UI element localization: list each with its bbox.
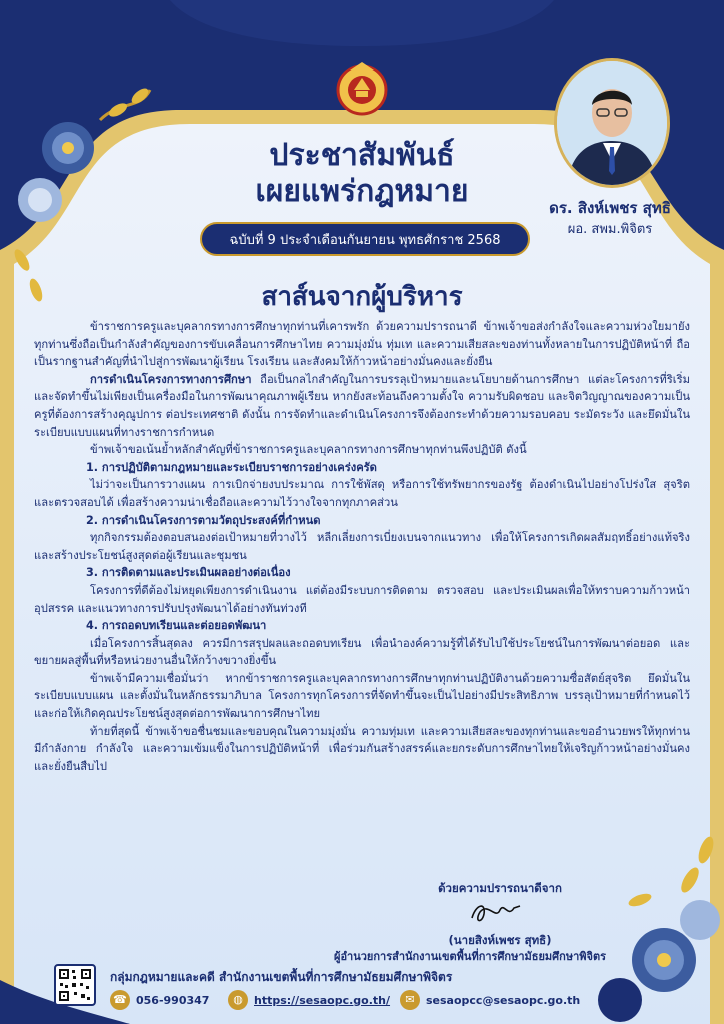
list-item-title: 3. การติดตามและประเมินผลอย่างต่อเนื่อง (86, 566, 291, 580)
email-address[interactable]: sesaopcc@sesaopc.go.th (426, 993, 581, 1007)
director-portrait (554, 58, 670, 188)
issue-badge: ฉบับที่ 9 ประจำเดือนกันยายน พุทธศักราช 2568 (200, 222, 530, 256)
highlight-text: การดำเนินโครงการทางการศึกษา (90, 372, 252, 386)
paragraph (34, 371, 690, 441)
department-name: กลุ่มกฎหมายและคดี สำนักงานเขตพื้นที่การศึกษามัธยมศึกษาพิจิตร (110, 970, 453, 984)
signatory-position: ผู้อำนวยการสำนักงานเขตพื้นที่การศึกษามัธยมศึกษาพิจิตร (334, 950, 606, 963)
email-contact[interactable] (400, 990, 580, 1010)
paragraph: ข้าพเจ้าขอเน้นย้ำหลักสำคัญที่ข้าราชการครูและบุคลากรทางการศึกษาทุกท่านพึงปฏิบัติ ดังนี้ (90, 443, 527, 457)
list-item-title: 4. การถอดบทเรียนและต่อยอดพัฒนา (86, 619, 267, 633)
website-link[interactable]: https://sesaopc.go.th/ (254, 993, 391, 1007)
section-heading: สาส์นจากผู้บริหาร (261, 282, 463, 312)
paragraph: ข้าพเจ้ามีความเชื่อมั่นว่า หากข้าราชการครูและบุคลากรทางการศึกษาทุกท่านปฏิบัติงานด้วยความซื่อสัตย์สุจริต ยึดมั่นในระเบียบแบบแผน และตั้งมั่นในหลักธรรมาภิบาล โครงการทุกโครงการที่จัดทำขึ้นจะเป็นไปอย่างมีประสิทธิภาพ บรรลุเป้าหมายที่กำหนดไว้ และก่อให้เกิดคุณประโยชน์สูงสุดต่อการพัฒนาการศึกษาไทย (34, 671, 690, 721)
paragraph-text: ถือเป็นกลไกสำคัญในการบรรลุเป้าหมายและนโยบายด้านการศึกษา แต่ละโครงการที่ริเริ่มและจัดทำขึ้นไม่เพียงเป็นเครื่องมือในการพัฒนาคุณภาพผู้เรียน หากยังสะท้อนถึงความตั้งใจ ความรับผิดชอบ และจิตวิญญาณของความเป็นครูที่ต้องการสร้างคุณูปการ ต่อประเทศชาติ ดังนั้น การจัดทำและดำเนินโครงการจึงต้องกระทำด้วยความรอบคอบ ระมัดระวัง และยึดมั่นในระเบียบแบบแผนที่ทางราชการกำหนด (34, 372, 690, 439)
signatory-name: (นายสิงห์เพชร สุทธิ) (448, 933, 552, 947)
list-item-text: ไม่ว่าจะเป็นการวางแผน การเบิกจ่ายงบประมาณ การใช้พัสดุ หรือการใช้ทรัพยากรของรัฐ ต้องดำเนินไปอย่างโปร่งใส สุจริต และตรวจสอบได้ เพื่อสร้างความน่าเชื่อถือและความไว้วางใจจากทุกภาคส่วน (34, 478, 690, 509)
list-item-text: เมื่อโครงการสิ้นสุดลง ควรมีการสรุปผลและถอดบทเรียน เพื่อนำองค์ความรู้ที่ได้รับไปใช้ประโยชน์ในการพัฒนาต่อยอด และขยายผลสู่พื้นที่หรือหน่วยงานอื่นให้กว้างขวางยิ่งขึ้น (34, 636, 690, 668)
phone-number: 056-990347 (136, 993, 210, 1007)
signature (466, 896, 526, 930)
director-name: ดร. สิงห์เพชร สุทธิ (549, 199, 671, 217)
page-title-line1: ประชาสัมพันธ์ (269, 138, 455, 173)
emblem-logo (332, 58, 392, 118)
paragraph: ท้ายที่สุดนี้ ข้าพเจ้าขอชื่นชมและขอบคุณในความมุ่งมั่น ความทุ่มเท และความเสียสละของทุกท่านและขออำนวยพรให้ทุกท่านมีกำลังกาย กำลังใจ และความเข้มแข็งในการปฏิบัติหน้าที่ เพื่อร่วมกันสร้างสรรค์และยกระดับการศึกษาไทยให้เจริญก้าวหน้าอย่างมั่นคงและยั่งยืนสืบไป (34, 724, 690, 773)
list-item-title: 1. การปฏิบัติตามกฎหมายและระเบียบราชการอย่างเคร่งครัด (86, 460, 377, 474)
paragraph: ข้าราชการครูและบุคลากรทางการศึกษาทุกท่านที่เคารพรัก ด้วยความปรารถนาดี ข้าพเจ้าขอส่งกำลังใจและความห่วงใยมายังทุกท่านซึ่งถือเป็นกำลังสำคัญของการขับเคลื่อนการศึกษาไทย ความมุ่งมั่น ทุ่มเท และความเสียสละของท่านทั้งหลายในการปฏิบัติหน้าที่ ถือเป็นรากฐานสำคัญที่นำไปสู่การพัฒนาผู้เรียน โรงเรียน และสังคมให้ก้าวหน้าอย่างมั่นคงและยั่งยืน (34, 320, 690, 369)
message-body (34, 318, 690, 775)
globe-icon: ◍ (228, 990, 248, 1010)
closing-regards: ด้วยความปรารถนาดีจาก (438, 881, 562, 895)
website-contact[interactable] (228, 990, 390, 1010)
phone-icon: ☎ (110, 990, 130, 1010)
list-item-title: 2. การดำเนินโครงการตามวัตถุประสงค์ที่กำหนด (86, 513, 321, 527)
phone-contact (110, 990, 209, 1010)
mail-icon: ✉ (400, 990, 420, 1010)
director-role: ผอ. สพม.พิจิตร (567, 222, 653, 237)
page-title-line2: เผยแพร่กฎหมาย (255, 174, 469, 209)
qr-code (54, 964, 96, 1006)
list-item-text: โครงการที่ดีต้องไม่หยุดเพียงการดำเนินงาน แต่ต้องมีระบบการติดตาม ตรวจสอบ และประเมินผลเพื่อให้ทราบความก้าวหน้า อุปสรรค และแนวทางการปรับปรุงพัฒนาได้อย่างทันท่วงที (34, 583, 690, 615)
list-item-text: ทุกกิจกรรมต้องตอบสนองต่อเป้าหมายที่วางไว้ หลีกเลี่ยงการเบี่ยงเบนจากแนวทาง เพื่อให้โครงการเกิดผลสัมฤทธิ์อย่างแท้จริง และสร้างประโยชน์สูงสุดต่อผู้เรียนและชุมชน (34, 531, 690, 562)
